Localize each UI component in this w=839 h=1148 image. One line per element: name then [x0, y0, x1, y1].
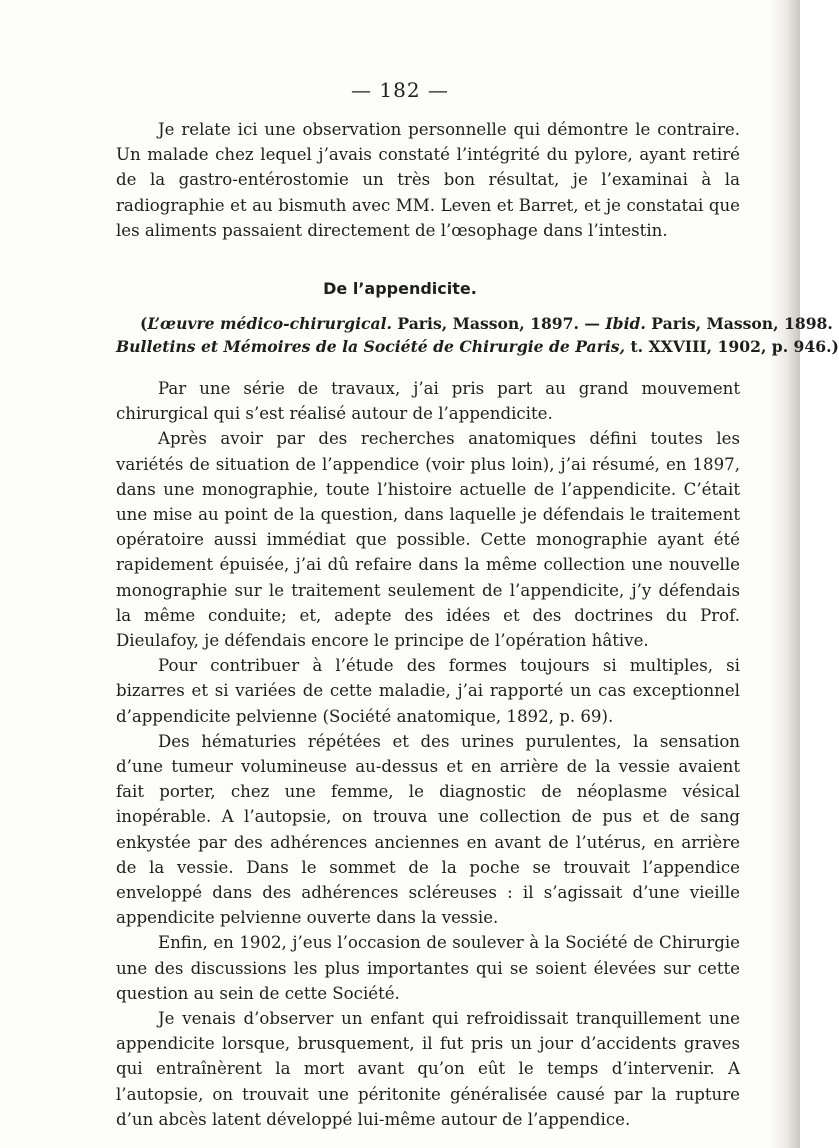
bibliographic-references: [116, 312, 839, 358]
paragraph: Je relate ici une observation personnelle qui démontre le contraire. Un malade chez lequel j’avais constaté l’intégrité du pylore, ayant retiré de la gastro-entérostomie un très bon résultat, je l’examinai à la radiographie et au bismuth avec MM. Leven et Barret, et je constatai que les aliments passaient directement de l’œsophage dans l’intestin.: [116, 120, 740, 240]
intro-text: [116, 117, 740, 243]
reference-ibid: Ibid.: [605, 314, 646, 333]
paragraph: Pour contribuer à l’étude des formes toujours si multiples, si bizarres et si variées de cette maladie, j’ai rapporté un cas exceptionnel d’appendicite pelvienne (Société anatomique, 1892, p. 69).: [116, 656, 740, 726]
paragraph: Je venais d’observer un enfant qui refroidissait tranquillement une appendicite lorsque, brusquement, il fut pris un jour d’accidents graves qui entraînèrent la mort avant qu’on eût le temps d’intervenir. A l’autopsie, on trouvait une péritonite généralisée causé par la rupture d’un abcès latent développé lui-même autour de l’appendice.: [116, 1009, 740, 1129]
paragraph: Enfin, en 1902, j’eus l’occasion de soulever à la Société de Chirurgie une des discussions les plus importantes qui se soient élevées sur cette question au sein de cette Société.: [116, 933, 740, 1003]
paragraph: Des hématuries répétées et des urines purulentes, la sensation d’une tumeur volumineuse au-dessus et en arrière de la vessie avaient fait porter, chez une femme, le diagnostic de néoplasme vésical inopérable. A l’autopsie, on trouva une collection de pus et de sang enkystée par des adhérences anciennes en avant de l’utérus, en arrière de la vessie. Dans le sommet de la poche se trouvait l’appendice enveloppé dans des adhérences scléreuses : il s’agissait d’une vieille appendicite pelvienne ouverte dans la vessie.: [116, 731, 740, 928]
reference-edition: Paris, Masson, 1897. —: [391, 314, 606, 333]
reference-line: [116, 335, 839, 358]
page-number: — 182 —: [351, 78, 449, 102]
paragraph: Par une série de travaux, j’ai pris part au grand mouvement chirurgical qui s’est réalisé autour de l’appendicite.: [116, 379, 740, 424]
reference-details: t. XXVIII, 1902, p. 946.): [625, 337, 839, 356]
reference-journal-title: Bulletins et Mémoires de la Société de Chirurgie de Paris,: [116, 337, 626, 356]
open-paren: (: [140, 314, 148, 333]
reference-work-title: L’œuvre médico-chirurgical.: [147, 314, 392, 333]
section-body: [116, 376, 740, 1132]
reference-edition: Paris, Masson, 1898.: [645, 314, 833, 333]
section-heading: De l’appendicite.: [323, 279, 477, 298]
page-binding-shadow: [770, 0, 800, 1148]
paragraph: Après avoir par des recherches anatomiques défini toutes les variétés de situation de l’appendice (voir plus loin), j’ai résumé, en 1897, dans une monographie, toute l’histoire actuelle de l’appendicite. C’était une mise au point de la question, dans laquelle je défendais le traitement opératoire aussi immédiat que possible. Cette monographie ayant été rapidement épuisée, j’ai dû refaire dans la même collection une nouvelle monographie sur le traitement seulement de l’appendicite, j’y défendais la même conduite; et, adepte des idées et des doctrines du Prof. Dieulafoy, je défendais encore le principe de l’opération hâtive.: [116, 429, 740, 651]
reference-line: [116, 312, 833, 335]
